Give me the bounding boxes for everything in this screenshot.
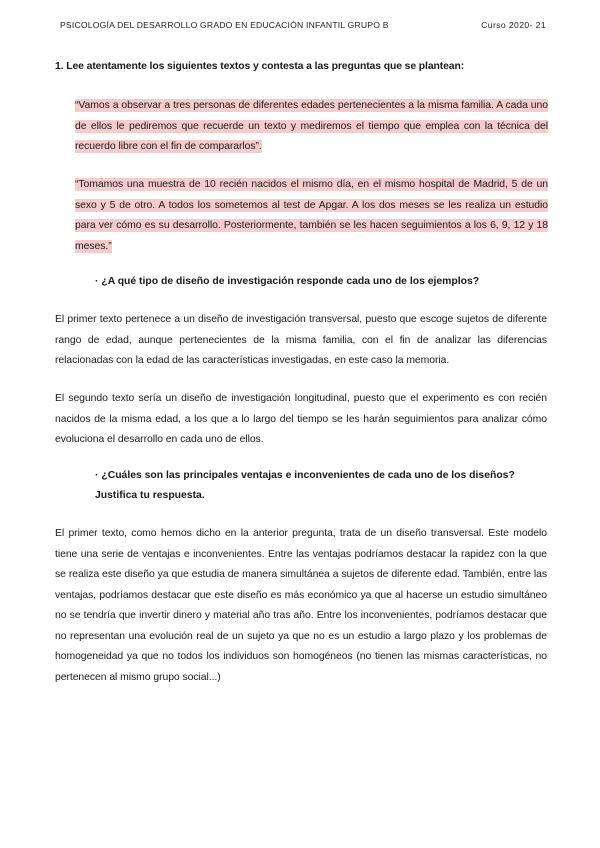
sub-question-2: · ¿Cuáles son las principales ventajas e inconvenientes de cada uno de los diseños? Justifica tu respuesta. bbox=[95, 470, 515, 501]
page-header bbox=[60, 20, 546, 30]
quote-text: “Tomamos una muestra de 10 recién nacidos el mismo día, en el mismo hospital de Madrid, 5 de un sexo y 5 de otro. A todos los sometemos al test de Apgar. A los dos meses se les realiza un estudio para ver cómo es su desarrollo. Posteriormente, también se les hacen seguimientos a los 6, 9, 12 y 18 meses.” bbox=[75, 179, 548, 252]
header-course-title: PSICOLOGÍA DEL DESARROLLO GRADO EN EDUCACIÓN INFANTIL GRUPO B bbox=[60, 20, 389, 30]
answer-paragraph-1: El primer texto pertenece a un diseño de investigación transversal, puesto que escoge sujetos de diferente rango de edad, aunque pertenecientes de la misma familia, con el fin de analizar las diferencias relacionadas con la edad de las características investigadas, en este caso la memoria. bbox=[55, 314, 547, 366]
answer-paragraph-2: El segundo texto sería un diseño de investigación longitudinal, puesto que el experimento es con recién nacidos de la misma edad, a los que a lo largo del tiempo se les harán seguimientos para analizar cómo evoluciona el desarrollo en cada uno de ellos. bbox=[55, 393, 547, 445]
quote-example-1 bbox=[75, 96, 548, 158]
quote-text: “Vamos a observar a tres personas de diferentes edades pertenecientes a la misma familia. A cada uno de ellos le pediremos que recuerde un texto y mediremos el tiempo que emplea con la técnica del recuerdo libre con el fin de compararlos”. bbox=[75, 100, 548, 152]
header-academic-year: Curso 2020- 21 bbox=[481, 20, 546, 30]
question-heading: 1. Lee atentamente los siguientes textos y contesta a las preguntas que se plantean: bbox=[55, 61, 465, 72]
quote-example-2 bbox=[75, 175, 548, 257]
answer-paragraph-3: El primer texto, como hemos dicho en la anterior pregunta, trata de un diseño transversal. Este modelo tiene una serie de ventajas e inconvenientes. Entre las ventajas podríamos destacar la rapidez con la que se realiza este diseño ya que estudia de manera simultánea a sujetos de diferente edad. También, entre las ventajas, podríamos destacar que este diseño es más económico ya que al hacerse un estudio simultáneo no se tendría que invertir dinero y material año tras año. Entre los inconvenientes, podríamos destacar que no representan una evolución real de un sujeto ya que no es un estudio a largo plazo y los problemas de homogeneidad ya que no todos los individuos son homogéneos (no tienen las mismas características, no pertenecen al mismo grupo social...) bbox=[55, 528, 547, 683]
sub-question-1: · ¿A qué tipo de diseño de investigación responde cada uno de los ejemplos? bbox=[95, 276, 480, 287]
